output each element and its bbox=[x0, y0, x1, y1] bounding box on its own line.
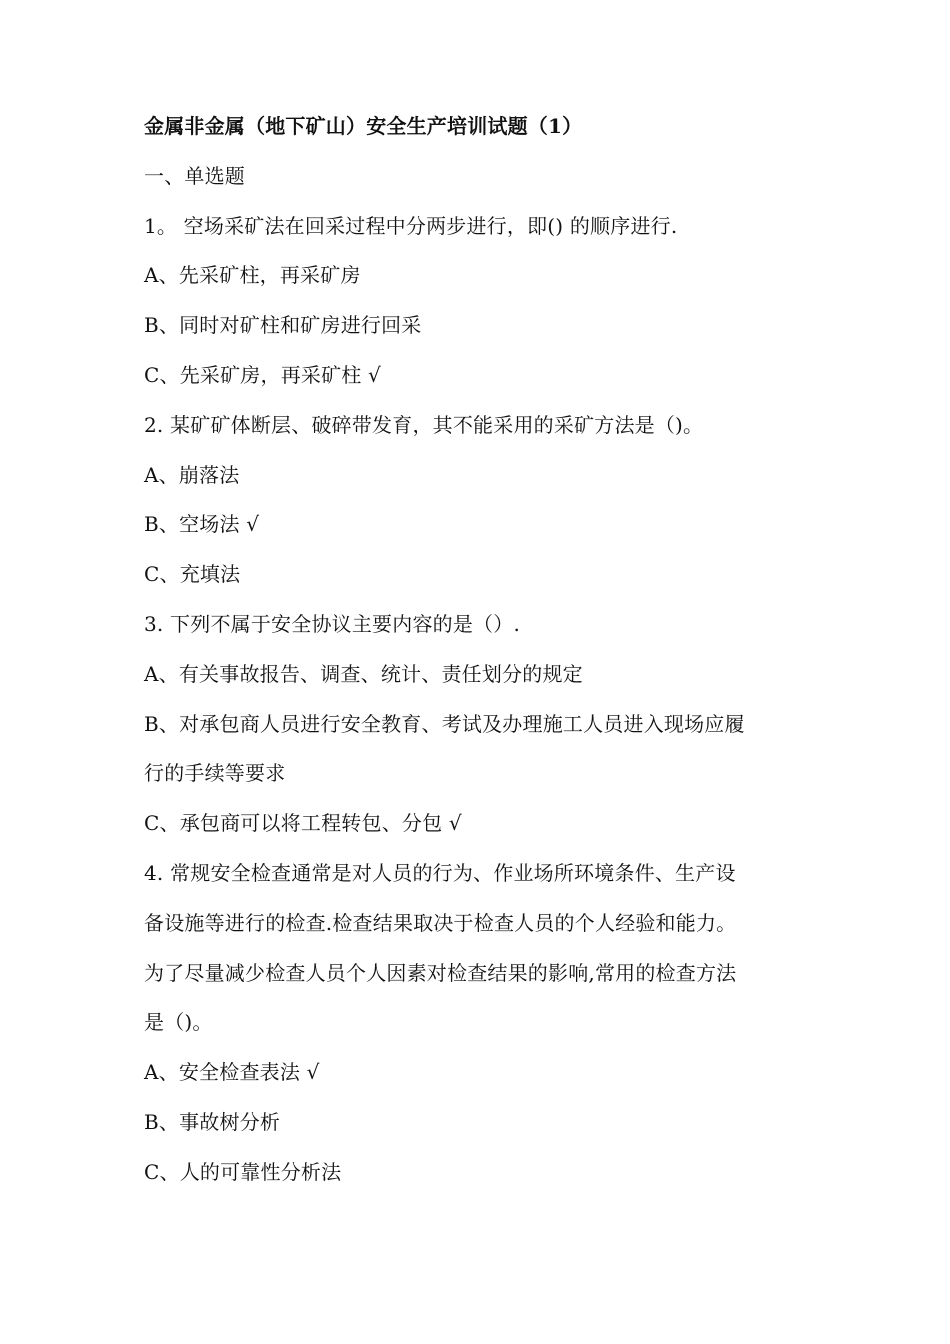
question-4-stem-line-4: 是（)。 bbox=[144, 1010, 213, 1035]
question-4-option-c: C、人的可靠性分析法 bbox=[144, 1159, 342, 1184]
question-3-option-c: C、承包商可以将工程转包、分包 √ bbox=[144, 811, 462, 836]
question-3-stem: 3. 下列不属于安全协议主要内容的是（）. bbox=[144, 611, 520, 636]
section-heading: 一、单选题 bbox=[144, 163, 245, 188]
question-1-option-b: B、同时对矿柱和矿房进行回采 bbox=[144, 313, 422, 338]
question-1-option-a: A、先采矿柱，再采矿房 bbox=[144, 263, 361, 288]
question-3-option-b: B、对承包商人员进行安全教育、考试及办理施工人员进入现场应履 bbox=[144, 711, 745, 736]
question-4-option-b: B、事故树分析 bbox=[144, 1109, 281, 1134]
question-4-stem-line-3: 为了尽量减少检查人员个人因素对检查结果的影响,常用的检查方法 bbox=[144, 960, 737, 985]
question-2-stem: 2. 某矿矿体断层、破碎带发育，其不能采用的采矿方法是（)。 bbox=[144, 412, 704, 437]
question-4-stem-line-1: 4. 常规安全检查通常是对人员的行为、作业场所环境条件、生产设 bbox=[144, 860, 736, 885]
question-3-option-b-continued: 行的手续等要求 bbox=[144, 761, 286, 786]
question-1-option-c: C、先采矿房，再采矿柱 √ bbox=[144, 362, 382, 387]
document-title: 金属非金属（地下矿山）安全生产培训试题（1） bbox=[144, 114, 583, 138]
document-page bbox=[144, 102, 824, 1198]
question-3-option-a: A、有关事故报告、调查、统计、责任划分的规定 bbox=[144, 661, 583, 686]
question-4-option-a: A、安全检查表法 √ bbox=[144, 1060, 320, 1085]
question-2-option-a: A、崩落法 bbox=[144, 462, 240, 487]
question-2-option-b: B、空场法 √ bbox=[144, 512, 260, 537]
question-1-stem: 1。 空场采矿法在回采过程中分两步进行，即() 的顺序进行. bbox=[144, 213, 678, 238]
question-4-stem-line-2: 备设施等进行的检查.检查结果取决于检查人员的个人经验和能力。 bbox=[144, 910, 737, 935]
question-2-option-c: C、充填法 bbox=[144, 562, 241, 587]
